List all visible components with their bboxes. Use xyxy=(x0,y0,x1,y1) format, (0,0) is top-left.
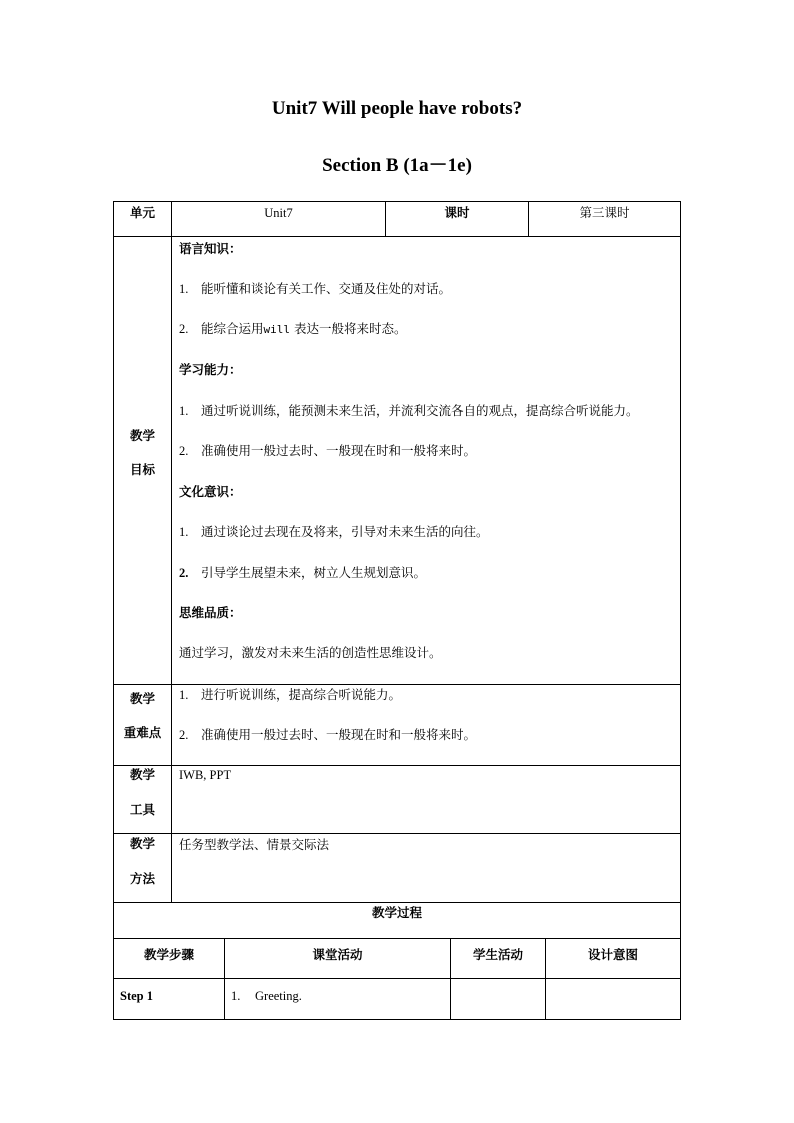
process-col-step xyxy=(113,938,225,979)
methods-label-2: 方法 xyxy=(129,871,155,886)
process-col-step-label: 教学步骤 xyxy=(143,947,194,962)
methods-label-cell xyxy=(113,833,172,903)
process-heading: 教学过程 xyxy=(371,905,422,920)
culture-item-2: 2. 引导学生展望未来，树立人生规划意识。 xyxy=(179,565,427,580)
process-col-student xyxy=(450,938,546,979)
tools-label-2: 工具 xyxy=(129,802,155,817)
objectives-label-1: 教学 xyxy=(129,428,155,443)
language-item-2: 2. 能综合运用will 表达一般将来时态。 xyxy=(179,321,407,336)
process-col-activity xyxy=(224,938,451,979)
objectives-label-2: 目标 xyxy=(129,462,155,477)
thinking-heading: 思维品质： xyxy=(179,605,242,620)
process-col-student-label: 学生活动 xyxy=(472,947,523,962)
step-1-activity: 1. Greeting. xyxy=(231,989,302,1003)
process-row-1-student xyxy=(450,978,546,1020)
tools-label-cell xyxy=(113,765,172,834)
unit-label-cell xyxy=(113,201,172,237)
period-value-cell xyxy=(528,201,681,237)
period-label-cell xyxy=(385,201,529,237)
keypoint-item-2: 2. 准确使用一般过去时、一般现在时和一般将来时。 xyxy=(179,727,477,742)
methods-value: 任务型教学法、情景交际法 xyxy=(179,837,330,852)
unit-label: 单元 xyxy=(129,205,155,220)
ability-item-2: 2. 准确使用一般过去时、一般现在时和一般将来时。 xyxy=(179,443,477,458)
process-row-1-activity xyxy=(224,978,451,1020)
ability-item-1: 1. 通过听说训练，能预测未来生活，并流利交流各自的观点，提高综合听说能力。 xyxy=(179,403,639,418)
tools-label-1: 教学 xyxy=(129,767,155,782)
keypoints-label-1: 教学 xyxy=(129,691,155,706)
objectives-content-cell xyxy=(171,236,681,685)
step-1-label: Step 1 xyxy=(120,989,153,1003)
process-col-activity-label: 课堂活动 xyxy=(312,947,363,962)
document-title: Unit7 Will people have robots? xyxy=(271,98,523,119)
process-col-intent xyxy=(545,938,681,979)
document-subtitle: Section B (1a－1e) xyxy=(322,155,472,176)
process-col-intent-label: 设计意图 xyxy=(587,947,638,962)
keypoints-label-2: 重难点 xyxy=(123,725,162,740)
process-row-1-step xyxy=(113,978,225,1020)
process-row-1-intent xyxy=(545,978,681,1020)
period-label: 课时 xyxy=(444,205,470,220)
keypoints-label-cell xyxy=(113,684,172,766)
methods-label-1: 教学 xyxy=(129,836,155,851)
period-value: 第三课时 xyxy=(579,205,630,220)
ability-heading: 学习能力： xyxy=(179,362,242,377)
tools-value: IWB, PPT xyxy=(179,768,232,782)
language-item-1: 1. 能听懂和谈论有关工作、交通及住处的对话。 xyxy=(179,281,452,296)
methods-content-cell xyxy=(171,833,681,903)
process-heading-cell xyxy=(113,902,681,939)
keypoint-item-1: 1. 进行听说训练，提高综合听说能力。 xyxy=(179,687,402,702)
tools-content-cell xyxy=(171,765,681,834)
unit-value: Unit7 xyxy=(264,206,293,220)
objectives-label-cell xyxy=(113,236,172,685)
language-heading: 语言知识： xyxy=(179,241,242,256)
culture-item-1: 1. 通过谈论过去现在及将来，引导对未来生活的向往。 xyxy=(179,524,489,539)
thinking-text: 通过学习，激发对未来生活的创造性思维设计。 xyxy=(179,645,442,660)
culture-heading: 文化意识： xyxy=(179,484,242,499)
unit-value-cell xyxy=(171,201,386,237)
